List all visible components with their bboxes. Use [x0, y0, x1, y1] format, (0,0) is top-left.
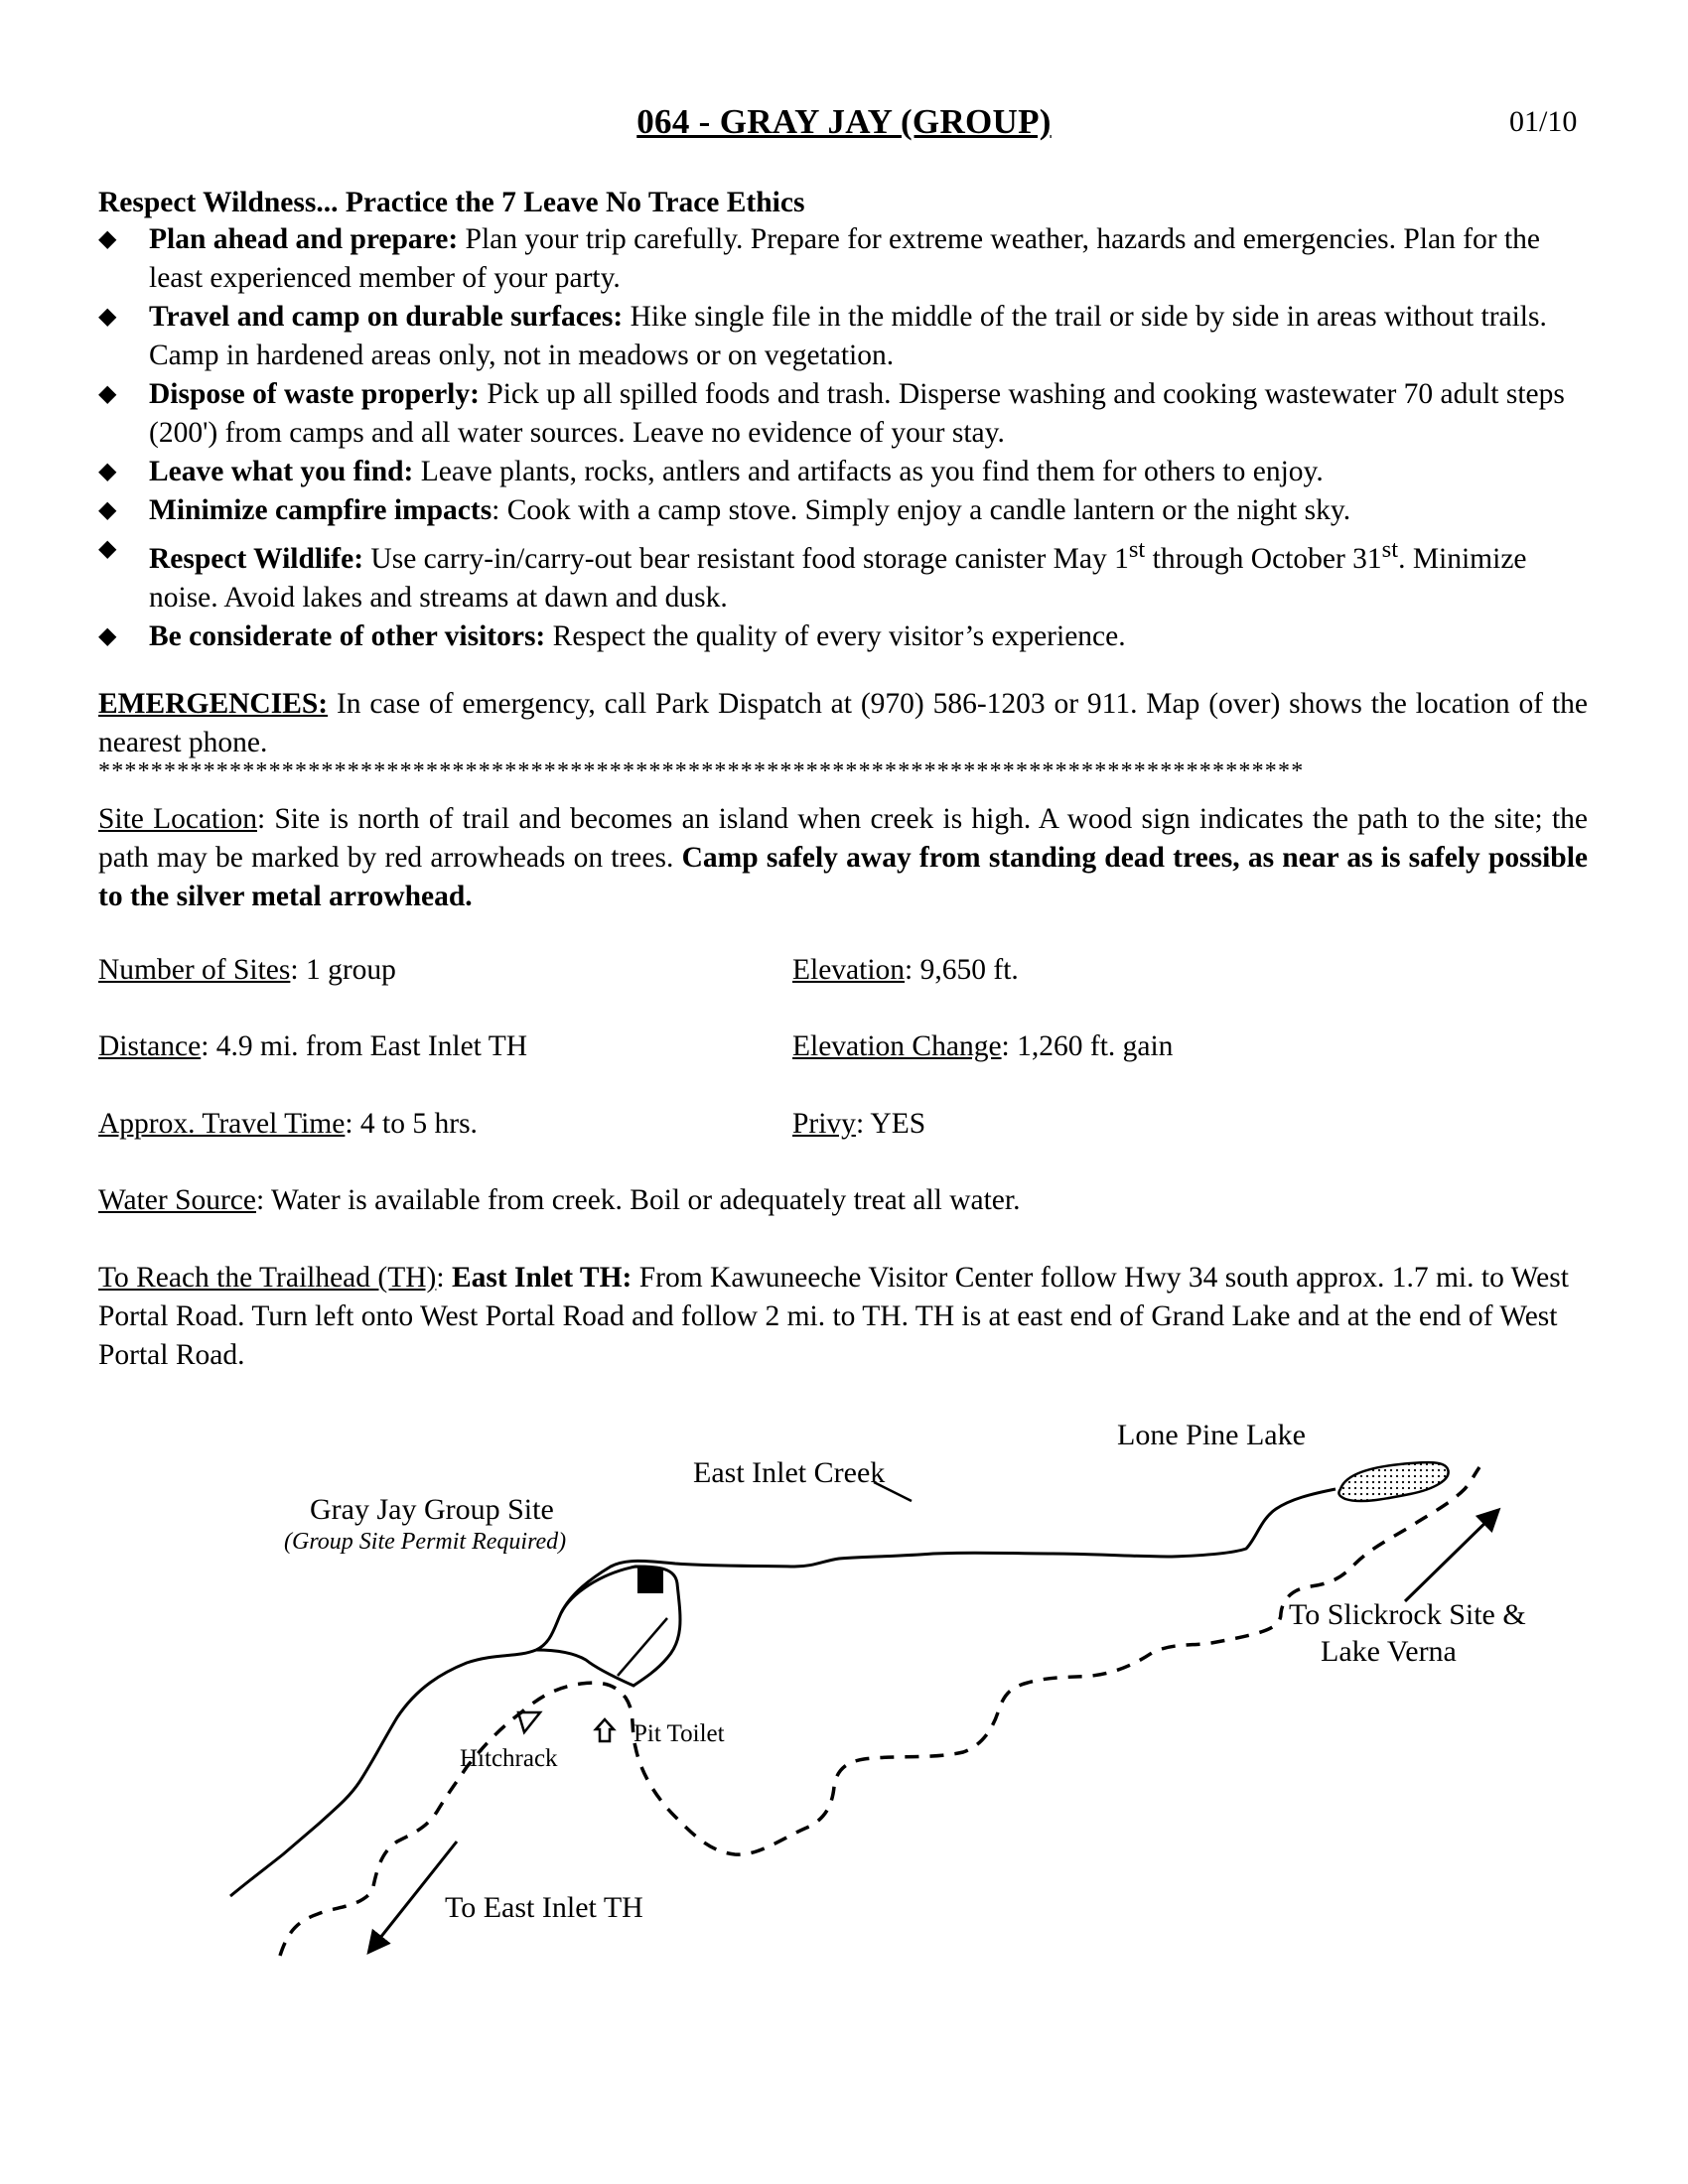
toilet-icon	[596, 1719, 614, 1741]
diamond-bullet-icon: ◆	[98, 622, 117, 649]
superscript: st	[1128, 536, 1146, 563]
diamond-bullet-icon: ◆	[98, 226, 117, 252]
site-location-warning: Camp safely away from standing dead trees, as near as is safely possible to the silver metal arrowhead.	[98, 842, 1588, 912]
site-location-paragraph	[98, 800, 1588, 916]
trailhead-paragraph	[98, 1259, 1588, 1375]
ethic-text: Plan your trip carefully. Prepare for extreme weather, hazards and emergencies. Plan for the least experienced member of your party.	[149, 223, 1541, 294]
ethic-text: Use carry-in/carry-out bear resistant food storage canister May 1	[363, 542, 1129, 575]
ethic-label: Plan ahead and prepare:	[149, 223, 459, 255]
pit-toilet-label: Pit Toilet	[633, 1720, 725, 1747]
ethic-item	[98, 375, 1588, 453]
trailhead-name: East Inlet TH:	[451, 1262, 633, 1294]
field-value: : YES	[855, 1108, 926, 1140]
ethic-label: Be considerate of other visitors:	[149, 619, 546, 652]
trailhead-label: To Reach the Trailhead (TH)	[98, 1262, 437, 1294]
field-label: Water Source	[98, 1184, 256, 1216]
diamond-bullet-icon: ◆	[98, 304, 117, 330]
site-location-label: Site Location	[98, 803, 257, 835]
field-label: Privy	[792, 1108, 856, 1140]
site-location-text: : Site is north of trail and becomes an island when creek is high. A wood sign indicates the path to the site; the path may be marked by red arrowheads on trees.	[98, 803, 1588, 874]
field-value: : 9,650 ft.	[905, 954, 1019, 986]
ethic-label: Travel and camp on durable surfaces:	[149, 301, 624, 333]
ethic-text: Leave plants, rocks, antlers and artifacts as you find them for others to enjoy.	[413, 456, 1324, 487]
emergencies-paragraph	[98, 685, 1588, 762]
creek-label: East Inlet Creek	[693, 1456, 886, 1489]
page-title: 064 - GRAY JAY (GROUP)	[636, 102, 1052, 141]
field-value: : 1,260 ft. gain	[1001, 1030, 1174, 1062]
field-value: : 4.9 mi. from East Inlet TH	[201, 1030, 528, 1062]
water-source	[98, 1181, 1020, 1220]
ethic-item	[98, 220, 1588, 298]
east-inlet-th-label: To East Inlet TH	[445, 1891, 643, 1924]
field-label: Elevation	[792, 954, 906, 986]
privy	[792, 1105, 925, 1144]
ethic-label: Leave what you find:	[149, 456, 414, 487]
ethic-label: Minimize campfire impacts	[149, 494, 492, 526]
ethic-text: Pick up all spilled foods and trash. Disperse washing and cooking wastewater 70 adult steps (200') from camps and all water sources. Leave no evidence of your stay.	[149, 378, 1565, 449]
site-marker-icon	[637, 1568, 663, 1593]
hitchrack-icon	[518, 1712, 540, 1732]
ethic-text: through October 31	[1145, 542, 1382, 575]
emergencies-text: In case of emergency, call Park Dispatch at (970) 586-1203 or 911. Map (over) shows the location of the nearest phone.	[98, 688, 1588, 758]
site-map	[0, 1390, 1688, 2005]
revision-date: 01/10	[1509, 105, 1578, 138]
lone-pine-lake-label: Lone Pine Lake	[1117, 1419, 1306, 1451]
site-label: Gray Jay Group Site	[310, 1493, 554, 1526]
diamond-bullet-icon: ◆	[98, 536, 117, 562]
ethic-item	[98, 530, 1588, 617]
ethic-text: . Minimize noise. Avoid lakes and streams at dawn and dusk.	[149, 542, 1527, 614]
permit-note: (Group Site Permit Required)	[284, 1529, 567, 1555]
slickrock-label: To Slickrock Site &	[1289, 1598, 1526, 1631]
hitchrack-label: Hitchrack	[460, 1745, 558, 1772]
lake-verna-label: Lake Verna	[1321, 1635, 1457, 1668]
ethic-item	[98, 491, 1588, 530]
ethics-list	[98, 220, 1588, 656]
trailhead-colon: :	[436, 1262, 452, 1294]
ethic-label: Respect Wildlife:	[149, 542, 364, 575]
superscript: st	[1381, 536, 1399, 563]
emergencies-label: EMERGENCIES:	[98, 688, 329, 720]
divider: ********************************************************************************************	[98, 758, 1305, 784]
field-label: Number of Sites	[98, 954, 291, 986]
distance	[98, 1027, 527, 1066]
field-value: : 4 to 5 hrs.	[345, 1108, 478, 1140]
lone-pine-lake-shape	[1338, 1462, 1448, 1501]
ethics-heading: Respect Wildness... Practice the 7 Leave No Trace Ethics	[98, 187, 805, 218]
field-value: : 1 group	[290, 954, 396, 986]
ethic-item	[98, 298, 1588, 375]
arrow-to-slickrock	[1405, 1514, 1494, 1601]
diamond-bullet-icon: ◆	[98, 459, 117, 484]
ethic-item	[98, 617, 1588, 656]
elevation-change	[792, 1027, 1173, 1066]
ethic-text: Hike single file in the middle of the trail or side by side in areas without trails. Camp in hardened areas only, not in meadows or on vegetation.	[149, 301, 1547, 371]
diamond-bullet-icon: ◆	[98, 381, 117, 407]
ethic-item	[98, 453, 1588, 491]
ethic-text: Respect the quality of every visitor’s experience.	[545, 619, 1126, 652]
trailhead-text: From Kawuneeche Visitor Center follow Hwy 34 south approx. 1.7 mi. to West Portal Road. Turn left onto West Portal Road and follow 2 mi. to TH. TH is at east end of Grand Lake and at the end of West Portal Road.	[98, 1262, 1569, 1371]
ethic-text: : Cook with a camp stove. Simply enjoy a candle lantern or the night sky.	[492, 494, 1351, 526]
field-label: Approx. Travel Time	[98, 1108, 346, 1140]
number-of-sites	[98, 951, 396, 990]
elevation	[792, 951, 1019, 990]
field-label: Elevation Change	[792, 1030, 1002, 1062]
travel-time	[98, 1105, 478, 1144]
field-value: : Water is available from creek. Boil or adequately treat all water.	[255, 1184, 1021, 1216]
ethic-label: Dispose of waste properly:	[149, 378, 480, 410]
field-label: Distance	[98, 1030, 202, 1062]
diamond-bullet-icon: ◆	[98, 497, 117, 523]
